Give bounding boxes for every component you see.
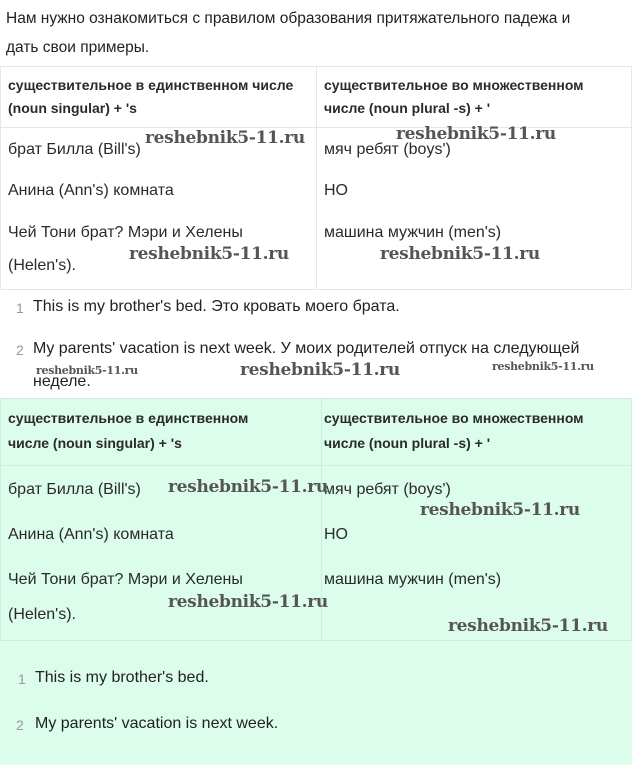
header-plural-2: числе (noun plural -s) + '	[324, 100, 491, 116]
header-singular-2: числе (noun singular) + 's	[8, 435, 182, 451]
table-cell: НО	[324, 526, 348, 543]
table-cell: Анина (Ann's) комната	[8, 526, 174, 543]
watermark: reshebnik5-11.ru	[448, 616, 608, 636]
watermark: reshebnik5-11.ru	[240, 360, 400, 380]
watermark: reshebnik5-11.ru	[129, 244, 289, 264]
watermark: reshebnik5-11.ru	[145, 128, 305, 148]
table-cell: Чей Тони брат? Мэри и Хелены	[8, 224, 243, 241]
table-cell-cont: (Helen's).	[8, 257, 76, 274]
watermark: reshebnik5-11.ru	[36, 364, 138, 377]
header-singular-1: существительное в единственном числе	[8, 77, 294, 93]
header-plural-1: существительное во множественном	[324, 77, 584, 93]
list-number: 1	[18, 671, 26, 687]
watermark: reshebnik5-11.ru	[492, 360, 594, 373]
table-cell: мяч ребят (boys')	[324, 141, 451, 158]
table-cell: Анина (Ann's) комната	[8, 182, 174, 199]
table-cell: Чей Тони брат? Мэри и Хелены	[8, 571, 243, 588]
table-cell: НО	[324, 182, 348, 199]
list-number: 2	[16, 717, 24, 733]
watermark: reshebnik5-11.ru	[168, 477, 328, 497]
header-singular-1: существительное в единственном	[8, 410, 249, 426]
watermark: reshebnik5-11.ru	[420, 500, 580, 520]
watermark: reshebnik5-11.ru	[396, 124, 556, 144]
list-number: 2	[16, 342, 24, 358]
list-item: My parents' vacation is next week. У моих родителей отпуск на следующей	[33, 340, 580, 357]
header-plural-2: числе (noun plural -s) + '	[324, 435, 491, 451]
table-cell: машина мужчин (men's)	[324, 571, 502, 588]
list-number: 1	[16, 300, 24, 316]
list-item-cont: неделе.	[33, 373, 91, 390]
watermark: reshebnik5-11.ru	[168, 592, 328, 612]
table-cell: машина мужчин (men's)	[324, 224, 502, 241]
watermark: reshebnik5-11.ru	[380, 244, 540, 264]
intro-line-2: дать свои примеры.	[6, 39, 150, 56]
table-cell: мяч ребят (boys')	[324, 481, 451, 498]
header-plural-1: существительное во множественном	[324, 410, 584, 426]
table-cell: брат Билла (Bill's)	[8, 141, 141, 158]
table-cell: брат Билла (Bill's)	[8, 481, 141, 498]
intro-line-1: Нам нужно ознакомиться с правилом образования притяжательного падежа и	[6, 10, 571, 27]
list-item: My parents' vacation is next week.	[35, 715, 279, 732]
list-item: This is my brother's bed.	[35, 669, 209, 686]
header-singular-2: (noun singular) + 's	[8, 100, 137, 116]
list-item: This is my brother's bed. Это кровать моего брата.	[33, 298, 400, 315]
table-cell-cont: (Helen's).	[8, 606, 76, 623]
